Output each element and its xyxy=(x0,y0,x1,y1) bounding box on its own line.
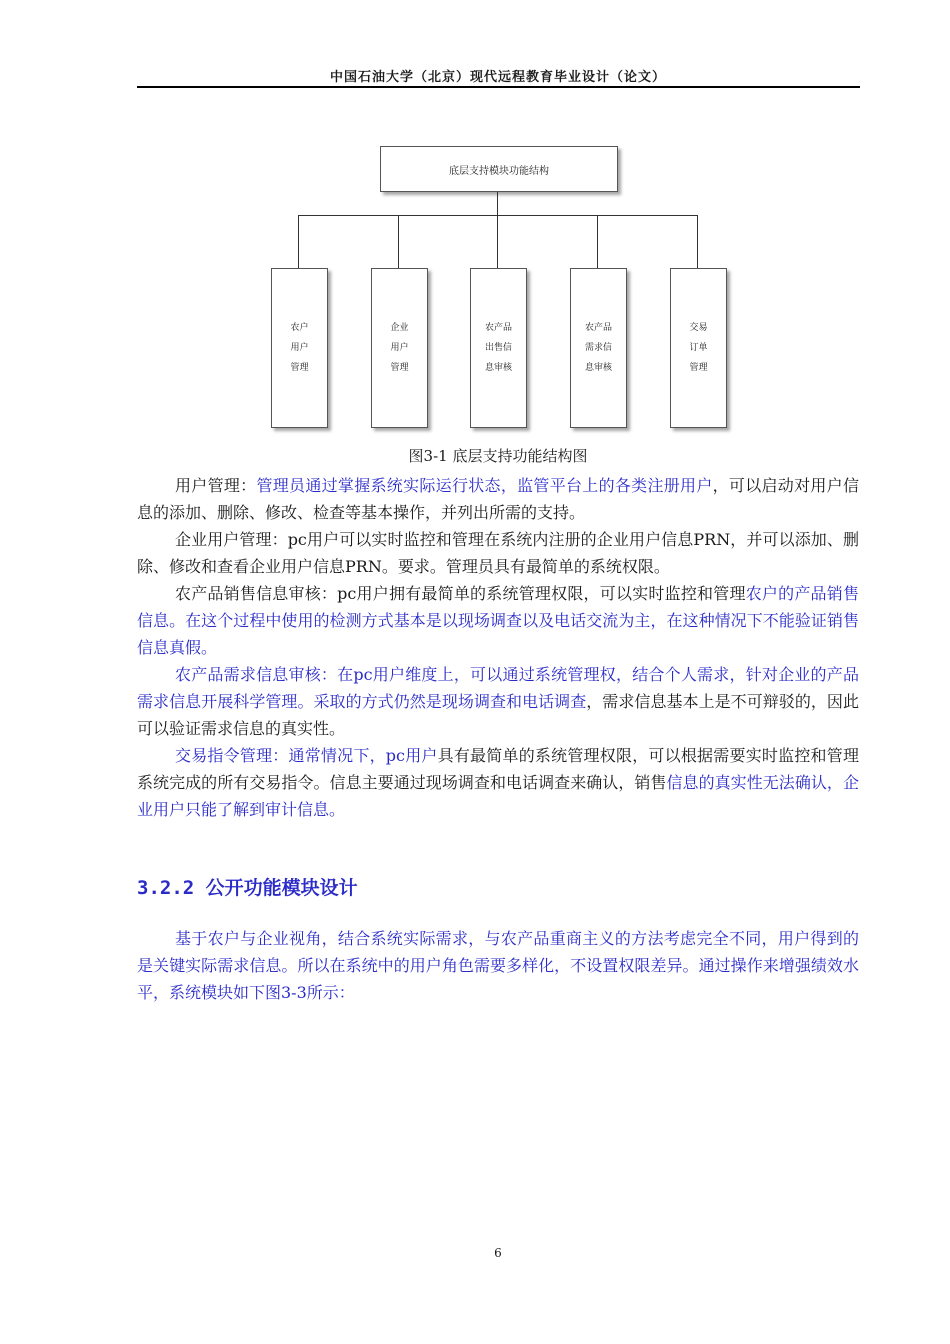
diagram-node-enterprise-user xyxy=(371,268,428,428)
connector-branch-4 xyxy=(597,215,598,268)
node-line: 农产品 xyxy=(484,323,512,333)
node-line: 息审核 xyxy=(484,363,512,373)
diagram-node-sales-review xyxy=(470,268,527,428)
paragraph-text: ，需求信息基本上是不可辩驳的，因此可以验证需求信息的真实性。 xyxy=(137,692,859,738)
paragraph-text: 具有最简单的系统管理权限，可以根据需要实时监控和管理系统完成的所有交易指令。信息主要通过现场调查和电话调查来确认，销售 xyxy=(137,746,859,792)
connector-trunk xyxy=(497,192,498,215)
paragraph-highlight: 农产品需求信息审核：在pc用户维度上，可以通过系统管理权，结合个人需求，针对企业的产品需求信息开展科学管理。采取的方式仍然是现场调查和电话调查 xyxy=(137,665,859,711)
paragraph-highlight: 管理员通过掌握系统实际运行状态，监管平台上的各类注册用户 xyxy=(256,476,713,495)
paragraph-user-management xyxy=(137,472,859,526)
node-line: 农产品 xyxy=(584,323,612,333)
connector-branch-2 xyxy=(398,215,399,268)
node-line: 管理 xyxy=(689,363,708,373)
paragraph-demand-review xyxy=(137,661,859,742)
node-line: 需求信 xyxy=(584,343,612,353)
paragraph-lead: 用户管理： xyxy=(175,476,257,495)
node-line: 交易 xyxy=(689,323,708,333)
figure-caption: 图3-1 底层支持功能结构图 xyxy=(408,447,588,465)
node-line: 用户 xyxy=(290,343,309,353)
node-line: 农户 xyxy=(290,323,309,333)
paragraph-highlight: 信息的真实性无法确认，企业用户只能了解到审计信息。 xyxy=(137,773,859,819)
node-line: 息审核 xyxy=(584,363,612,373)
connector-bus xyxy=(298,215,698,216)
node-line: 企业 xyxy=(390,323,409,333)
section-body xyxy=(137,925,859,1006)
page-number: 6 xyxy=(494,1246,502,1260)
page-header: 中国石油大学（北京）现代远程教育毕业设计（论文） xyxy=(329,70,666,85)
connector-branch-5 xyxy=(697,215,698,268)
paragraph-sales-review xyxy=(137,580,859,661)
connector-branch-3 xyxy=(497,215,498,268)
paragraph-highlight: 农户的产品销售信息。在这个过程中使用的检测方式基本是以现场调查以及电话交流为主，在这种情况下不能验证销售信息真假。 xyxy=(137,584,859,657)
diagram-root-node: 底层支持模块功能结构 xyxy=(380,146,618,192)
paragraph-text: 农产品销售信息审核：pc用户拥有最简单的系统管理权限，可以实时监控和管理 xyxy=(175,584,746,603)
structure-diagram xyxy=(0,0,950,440)
diagram-node-farmer-user xyxy=(271,268,328,428)
section-heading: 3.2.2 公开功能模块设计 xyxy=(137,877,358,899)
node-line: 出售信 xyxy=(484,343,512,353)
paragraph-enterprise-user: 企业用户管理：pc用户可以实时监控和管理在系统内注册的企业用户信息PRN，并可以添加、删除、修改和查看企业用户信息PRN。要求。管理员具有最简单的系统权限。 xyxy=(137,530,859,576)
node-line: 管理 xyxy=(290,363,309,373)
diagram-node-order-management xyxy=(670,268,727,428)
paragraph-text: ，可以启动对用户信息的添加、删除、修改、检查等基本操作，并列出所需的支持。 xyxy=(137,476,859,522)
body-text xyxy=(137,472,859,823)
node-line: 管理 xyxy=(390,363,409,373)
paragraph-trade-order xyxy=(137,742,859,823)
diagram-node-demand-review xyxy=(570,268,627,428)
paragraph-public-module: 基于农户与企业视角，结合系统实际需求，与农产品重商主义的方法考虑完全不同，用户得到的是关键实际需求信息。所以在系统中的用户角色需要多样化，不设置权限差异。通过操作来增强绩效水平，系统模块如下图3-3所示： xyxy=(137,929,859,1002)
node-line: 订单 xyxy=(689,343,708,353)
paragraph-highlight: 交易指令管理：通常情况下，pc用户 xyxy=(175,746,438,765)
node-line: 用户 xyxy=(390,343,409,353)
connector-branch-1 xyxy=(298,215,299,268)
